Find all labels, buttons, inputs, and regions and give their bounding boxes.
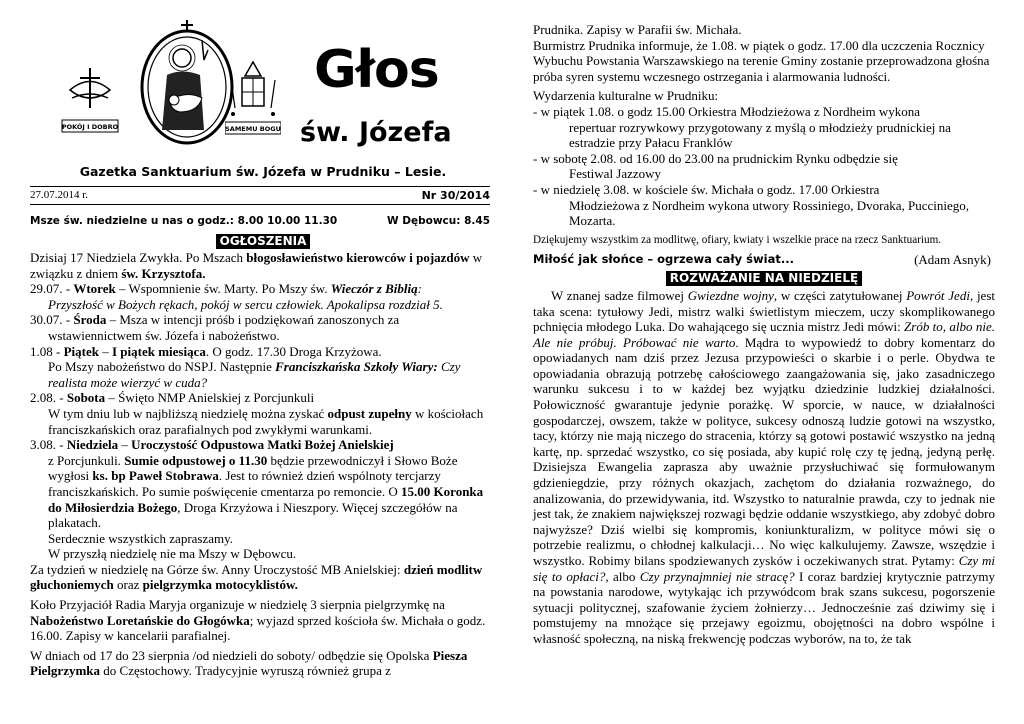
reflection-banner: ROZWAŻANIE NA NIEDZIELĘ	[666, 271, 862, 286]
right-column-body	[533, 22, 995, 647]
franciscan-emblem-logo	[52, 20, 242, 150]
mass-times-debowiec: W Dębowcu: 8.45	[387, 215, 490, 227]
logo-left-banner-text: POKÓJ I DOBRO	[61, 123, 119, 131]
issue-date: 27.07.2014 r.	[30, 189, 89, 201]
reflection-text: W znanej sadze filmowej Gwiezdne wojny, w części zatytułowanej Powrót Jedi, jest taka scena: tytułowy Jedi, mistrz walki świetlistym mieczem, uczy skomplikowanego pchnięcia młodego Luka. Do wahającego się ucznia mistrz Jedi mówi: Zrób to, albo nie. Ale nie próbuj. Próbować nie warto. Mądra to wypowiedź to dobry komentarz do opowiadanych nam dziś przez Jezusa przypowieści o skarbie i o perle. Obydwa te opowiadania obrazują potrzebę całościowego zaangażowania się, jako zasadniczego warunku sukcesu i to w każdej bez wyjątku dziedzinie ludzkiej działalności. Połowiczność gwarantuje jedynie porażkę. W sporcie, w nauce, w działalności gospodarczej, owszem, także w polityce, sukcesy odnoszą ludzie gotowi na wszystko, tacy, którzy nie mają niczego do stracenia, którzy są gotowi postawić wszystko na jedną kartę, np. sprzedać wszystko, co się posiada, aby kupić rolę czy tę jedną, jedyną perłę. Dzisiejsza Ewangelia zaprasza aby uważnie przysłuchiwać się formułowanym gdzieniegdzie, przy różnych okazjach, zachętom do działania rozważnego, do analizowania, do przewidywania, itd. Wszystko to naturalnie prawda, czy to jednak nie jest tak, że znakiem największej rozwagi będzie oddanie wszystkiego, aby zdobyć dobro najwyższe? Dziś wielbi się kompromis, koniunkturalizm, w polityce mówi się o potrzebie realizmu, o chłodnej kalkulacji… No więc kalkulujemy. Zawsze, wszędzie i wszystko. Robimy bilans spodziewanych zysków i oczekiwanych strat. Pytamy: Czy mi się to opłaci?, albo Czy przynajmniej nie stracę? I coraz bardziej krytycznie patrzymy na powstania narodowe, wytykając ich przywódcom brak szans sukcesu, pogorszenie sytuacji politycznej, szafowanie życiem żołnierzy… Jednocześnie zaś dziwimy się i pomstujemy na mnożące się przejawy egoizmu, obojętności na dobro wspólne i własność społeczną, na niską frekwencję podczas wyborów, na to, że tak	[533, 287, 995, 646]
mass-times	[30, 215, 490, 227]
newsletter-title: Głos	[314, 40, 439, 100]
pilgrimage-paragraph: W dniach od 17 do 23 sierpnia /od niedzieli do soboty/ odbędzie się Opolska Piesza Pielgrzymka do Częstochowy. Tradycyjnie wyruszą również grupa z	[30, 647, 468, 679]
announcement-day-tuesday: 29.07. - Wtorek – Wspomnienie św. Marty. Po Mszy św. Wieczór z Biblią:	[30, 281, 422, 297]
event-friday: - w piątek 1.08. o godz 15.00 Orkiestra Młodzieżowa z Nordheim wykona	[533, 103, 921, 119]
quote-text: Miłość jak słońce – ogrzewa cały świat...	[533, 252, 794, 267]
newsletter-subtitle: Gazetka Sanktuarium św. Józefa w Prudniku – Lesie.	[79, 164, 447, 179]
gora-sw-anny-paragraph: Za tydzień w niedzielę na Górze św. Anny Uroczystość MB Anielskiej: dzień modlitw głuchoniemych oraz pielgrzymka motocyklistów.	[30, 561, 483, 593]
event-sunday-details: Młodzieżowa z Nordheim wykona utwory Rossiniego, Dvoraka, Pucciniego, Mozarta.	[569, 197, 970, 229]
event-friday-details: repertuar rozrywkowy przygotowany z myślą o młodzieży prudnickiej na estradzie przy Pałacu Franklów	[569, 119, 951, 151]
issue-bar	[30, 186, 490, 205]
cultural-events-heading: Wydarzenia kulturalne w Prudniku:	[533, 88, 719, 104]
quote-author: (Adam Asnyk)	[914, 252, 991, 268]
announcements-body	[30, 250, 494, 679]
newsletter-title-line2: św. Józefa	[300, 117, 452, 148]
bishop-coat-of-arms-icon	[225, 58, 281, 138]
announcement-day-sunday: 3.08. - Niedziela – Uroczystość Odpustowa Matki Bożej Anielskiej	[30, 437, 394, 453]
sunday-details: z Porcjunkuli. Sumie odpustowej o 11.30 będzie przewodniczył i Słowo Boże wygłosi ks. bp Paweł Stobrawa. Jest to również dzień wspólnoty tercjarzy franciszkańskich. Po sumie poświęcenie cmentarza po remoncie. O 15.00 Koronka do Miłosierdzia Bożego, Droga Krzyżowa i Nieszpory. Więcej szczegółów na plakatach.	[48, 452, 484, 531]
thanks-note: Dziękujemy wszystkim za modlitwę, ofiary, kwiaty i wszelkie prace na rzecz Sanktuarium.	[533, 233, 942, 246]
event-saturday-details: Festiwal Jazzowy	[569, 166, 662, 182]
mass-times-text: Msze św. niedzielne u nas o godz.: 8.00 10.00 11.30	[30, 215, 338, 227]
logo-right-banner-text: SAMEMU BOGU	[225, 125, 281, 133]
friday-school-of-faith: Po Mszy nabożeństwo do NSPJ. Następnie Franciszkańska Szkoły Wiary: Czy realista może wierzyć w cuda?	[48, 359, 461, 390]
no-mass-note: W przyszłą niedzielę nie ma Mszy w Dębowcu.	[48, 546, 297, 562]
event-saturday: - w sobotę 2.08. od 16.00 do 23.00 na prudnickim Rynku odbędzie się	[533, 150, 898, 166]
radio-maryja-paragraph: Koło Przyjaciół Radia Maryja organizuje w niedzielę 3 sierpnia pielgrzymkę na Nabożeństwo Loretańskie do Głogówka; wyjazd sprzed kościoła św. Michała o godz. 16.00. Zapisy w kancelarii parafialnej.	[30, 597, 486, 644]
mayor-announcement: Burmistrz Prudnika informuje, że 1.08. w piątek o godz. 17.00 dla uczczenia Rocznicy Wybuchu Powstania Warszawskiego na terenie Gminy zostanie przeprowadzona głośna próba syren systemu wczesnego ostrzegania i alarmowania ludności.	[533, 37, 990, 84]
indulgence-note: W tym dniu lub w najbliższą niedzielę można zyskać odpust zupełny w kościołach franciszkańskich oraz parafialnych pod zwykłymi warunkami.	[48, 405, 484, 437]
announcements-banner: OGŁOSZENIA	[216, 234, 311, 249]
invitation-text: Serdecznie wszystkich zapraszamy.	[48, 530, 234, 546]
bible-evening-topic: Przyszłość w Bożych rękach, pokój w sercu człowiek. Apokalipsa rozdział 5.	[48, 296, 443, 312]
announcement-day-wednesday: 30.07. - Środa – Msza w intencji próśb i podziękowań zanoszonych za wstawiennictwem św. Józefa i nabożeństwo.	[30, 312, 400, 343]
announcement-paragraph: Dzisiaj 17 Niedziela Zwykła. Po Mszach błogosławieństwo kierowców i pojazdów w związku z dniem św. Krzysztofa.	[30, 250, 483, 281]
event-sunday: - w niedzielę 3.08. w kościele św. Michała o godz. 17.00 Orkiestra	[533, 181, 880, 197]
announcement-day-friday: 1.08 - Piątek – I piątek miesiąca. O godz. 17.30 Droga Krzyżowa.	[30, 343, 382, 359]
quote-line	[533, 252, 995, 268]
issue-number: Nr 30/2014	[421, 189, 490, 202]
announcement-day-saturday: 2.08. - Sobota – Święto NMP Anielskiej z Porcjunkuli	[30, 390, 315, 406]
registration-note: Prudnika. Zapisy w Parafii św. Michała.	[533, 22, 742, 37]
